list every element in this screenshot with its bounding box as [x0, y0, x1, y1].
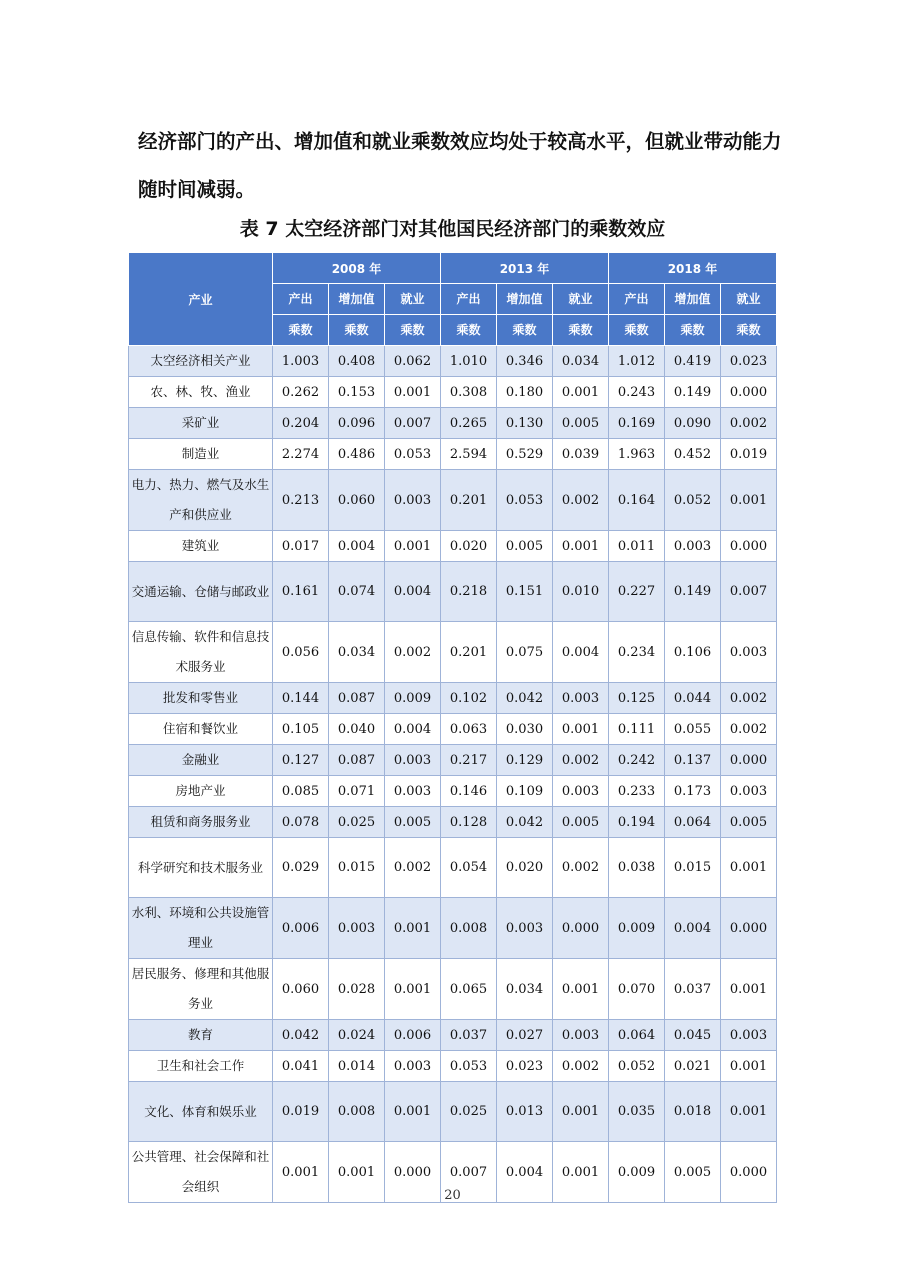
value-cell: 0.001	[721, 959, 777, 1020]
table-row	[129, 714, 777, 745]
value-cell: 0.005	[553, 807, 609, 838]
table-row	[129, 683, 777, 714]
value-cell: 0.002	[553, 1051, 609, 1082]
multiplier-header-line2: 乘数	[553, 315, 609, 346]
multiplier-header-line2: 乘数	[273, 315, 329, 346]
multiplier-header-line2: 乘数	[721, 315, 777, 346]
value-cell: 0.262	[273, 377, 329, 408]
value-cell: 0.055	[665, 714, 721, 745]
industry-name-cell: 制造业	[129, 439, 273, 470]
value-cell: 0.029	[273, 838, 329, 898]
value-cell: 0.001	[553, 714, 609, 745]
industry-name-cell: 租赁和商务服务业	[129, 807, 273, 838]
value-cell: 0.014	[329, 1051, 385, 1082]
value-cell: 0.013	[497, 1082, 553, 1142]
value-cell: 0.024	[329, 1020, 385, 1051]
multiplier-header-line2: 乘数	[665, 315, 721, 346]
value-cell: 0.020	[497, 838, 553, 898]
value-cell: 0.019	[721, 439, 777, 470]
value-cell: 0.074	[329, 562, 385, 622]
value-cell: 0.019	[273, 1082, 329, 1142]
value-cell: 0.023	[497, 1051, 553, 1082]
value-cell: 0.003	[721, 1020, 777, 1051]
value-cell: 0.078	[273, 807, 329, 838]
multiplier-header-line1: 产出	[273, 284, 329, 315]
table-row	[129, 898, 777, 959]
value-cell: 0.003	[385, 745, 441, 776]
year-header: 2008 年	[273, 253, 441, 284]
value-cell: 0.129	[497, 745, 553, 776]
value-cell: 0.002	[721, 408, 777, 439]
table-row	[129, 531, 777, 562]
industry-name-cell: 建筑业	[129, 531, 273, 562]
value-cell: 0.005	[385, 807, 441, 838]
value-cell: 0.045	[665, 1020, 721, 1051]
value-cell: 0.044	[665, 683, 721, 714]
value-cell: 0.005	[553, 408, 609, 439]
value-cell: 0.021	[665, 1051, 721, 1082]
value-cell: 0.000	[721, 531, 777, 562]
value-cell: 0.308	[441, 377, 497, 408]
table-caption: 表 7 太空经济部门对其他国民经济部门的乘数效应	[239, 218, 666, 240]
value-cell: 0.001	[385, 377, 441, 408]
value-cell: 0.001	[553, 959, 609, 1020]
value-cell: 0.001	[273, 1142, 329, 1203]
value-cell: 0.001	[721, 838, 777, 898]
industry-header: 产业	[129, 253, 273, 346]
industry-name-cell: 批发和零售业	[129, 683, 273, 714]
value-cell: 0.227	[609, 562, 665, 622]
value-cell: 0.243	[609, 377, 665, 408]
value-cell: 0.265	[441, 408, 497, 439]
value-cell: 0.180	[497, 377, 553, 408]
value-cell: 0.009	[385, 683, 441, 714]
value-cell: 0.003	[553, 683, 609, 714]
value-cell: 0.015	[329, 838, 385, 898]
table-row	[129, 1020, 777, 1051]
value-cell: 0.053	[497, 470, 553, 531]
value-cell: 0.000	[721, 1142, 777, 1203]
value-cell: 0.005	[497, 531, 553, 562]
value-cell: 0.408	[329, 346, 385, 377]
value-cell: 0.039	[553, 439, 609, 470]
industry-name-cell: 农、林、牧、渔业	[129, 377, 273, 408]
table-row	[129, 838, 777, 898]
industry-name-cell: 交通运输、仓储与邮政业	[129, 562, 273, 622]
value-cell: 0.007	[441, 1142, 497, 1203]
multiplier-header-line1: 增加值	[329, 284, 385, 315]
industry-name-cell: 金融业	[129, 745, 273, 776]
page-number: 20	[444, 1188, 461, 1203]
value-cell: 0.096	[329, 408, 385, 439]
value-cell: 0.000	[553, 898, 609, 959]
multiplier-header-line2: 乘数	[441, 315, 497, 346]
value-cell: 0.034	[497, 959, 553, 1020]
value-cell: 0.028	[329, 959, 385, 1020]
value-cell: 0.004	[385, 714, 441, 745]
value-cell: 0.218	[441, 562, 497, 622]
value-cell: 0.025	[329, 807, 385, 838]
value-cell: 0.194	[609, 807, 665, 838]
value-cell: 0.001	[553, 1082, 609, 1142]
value-cell: 0.529	[497, 439, 553, 470]
value-cell: 1.003	[273, 346, 329, 377]
value-cell: 0.038	[609, 838, 665, 898]
multiplier-header-line1: 产出	[609, 284, 665, 315]
industry-name-cell: 居民服务、修理和其他服务业	[129, 959, 273, 1020]
value-cell: 0.003	[385, 470, 441, 531]
value-cell: 0.128	[441, 807, 497, 838]
value-cell: 0.008	[441, 898, 497, 959]
value-cell: 0.151	[497, 562, 553, 622]
table-row	[129, 745, 777, 776]
multiplier-header-line2: 乘数	[385, 315, 441, 346]
value-cell: 0.217	[441, 745, 497, 776]
value-cell: 0.003	[385, 776, 441, 807]
multiplier-header-line1: 就业	[385, 284, 441, 315]
value-cell: 0.025	[441, 1082, 497, 1142]
value-cell: 0.054	[441, 838, 497, 898]
value-cell: 0.003	[721, 776, 777, 807]
value-cell: 0.004	[553, 622, 609, 683]
value-cell: 0.000	[721, 377, 777, 408]
value-cell: 0.023	[721, 346, 777, 377]
value-cell: 0.060	[329, 470, 385, 531]
value-cell: 0.053	[385, 439, 441, 470]
value-cell: 0.008	[329, 1082, 385, 1142]
multiplier-header-line2: 乘数	[329, 315, 385, 346]
value-cell: 0.000	[721, 745, 777, 776]
value-cell: 2.274	[273, 439, 329, 470]
industry-name-cell: 电力、热力、燃气及水生产和供应业	[129, 470, 273, 531]
value-cell: 0.125	[609, 683, 665, 714]
value-cell: 0.002	[721, 683, 777, 714]
body-paragraph: 经济部门的产出、增加值和就业乘数效应均处于较高水平，但就业带动能力随时间减弱。	[138, 130, 782, 201]
value-cell: 0.052	[665, 470, 721, 531]
value-cell: 0.003	[553, 1020, 609, 1051]
value-cell: 0.007	[385, 408, 441, 439]
year-header: 2013 年	[441, 253, 609, 284]
value-cell: 0.030	[497, 714, 553, 745]
value-cell: 1.010	[441, 346, 497, 377]
table-row	[129, 346, 777, 377]
table-row	[129, 1082, 777, 1142]
value-cell: 0.035	[609, 1082, 665, 1142]
value-cell: 0.011	[609, 531, 665, 562]
year-header: 2018 年	[609, 253, 777, 284]
industry-name-cell: 信息传输、软件和信息技术服务业	[129, 622, 273, 683]
multiplier-header-line1: 增加值	[665, 284, 721, 315]
value-cell: 0.001	[329, 1142, 385, 1203]
value-cell: 0.161	[273, 562, 329, 622]
value-cell: 0.004	[497, 1142, 553, 1203]
value-cell: 0.062	[385, 346, 441, 377]
value-cell: 0.017	[273, 531, 329, 562]
value-cell: 0.034	[553, 346, 609, 377]
value-cell: 0.001	[385, 959, 441, 1020]
value-cell: 0.001	[721, 1082, 777, 1142]
value-cell: 0.070	[609, 959, 665, 1020]
industry-name-cell: 卫生和社会工作	[129, 1051, 273, 1082]
value-cell: 0.346	[497, 346, 553, 377]
multiplier-header-line1: 增加值	[497, 284, 553, 315]
value-cell: 0.003	[385, 1051, 441, 1082]
value-cell: 0.004	[665, 898, 721, 959]
value-cell: 0.063	[441, 714, 497, 745]
table-row	[129, 959, 777, 1020]
value-cell: 0.201	[441, 470, 497, 531]
value-cell: 0.137	[665, 745, 721, 776]
value-cell: 0.164	[609, 470, 665, 531]
value-cell: 0.169	[609, 408, 665, 439]
industry-name-cell: 公共管理、社会保障和社会组织	[129, 1142, 273, 1203]
industry-name-cell: 房地产业	[129, 776, 273, 807]
value-cell: 0.111	[609, 714, 665, 745]
table-row	[129, 1051, 777, 1082]
table-row	[129, 439, 777, 470]
value-cell: 0.071	[329, 776, 385, 807]
industry-name-cell: 水利、环境和公共设施管理业	[129, 898, 273, 959]
value-cell: 0.003	[497, 898, 553, 959]
value-cell: 0.027	[497, 1020, 553, 1051]
value-cell: 0.213	[273, 470, 329, 531]
value-cell: 0.234	[609, 622, 665, 683]
value-cell: 0.149	[665, 562, 721, 622]
multiplier-header-line2: 乘数	[497, 315, 553, 346]
industry-name-cell: 文化、体育和娱乐业	[129, 1082, 273, 1142]
value-cell: 0.002	[385, 838, 441, 898]
value-cell: 0.002	[721, 714, 777, 745]
value-cell: 0.001	[553, 531, 609, 562]
value-cell: 0.002	[553, 470, 609, 531]
value-cell: 0.153	[329, 377, 385, 408]
value-cell: 1.012	[609, 346, 665, 377]
value-cell: 0.001	[721, 1051, 777, 1082]
table-row	[129, 470, 777, 531]
value-cell: 1.963	[609, 439, 665, 470]
value-cell: 0.056	[273, 622, 329, 683]
value-cell: 0.486	[329, 439, 385, 470]
value-cell: 0.002	[553, 838, 609, 898]
value-cell: 0.419	[665, 346, 721, 377]
value-cell: 0.149	[665, 377, 721, 408]
value-cell: 0.173	[665, 776, 721, 807]
value-cell: 0.034	[329, 622, 385, 683]
value-cell: 0.109	[497, 776, 553, 807]
value-cell: 0.003	[665, 531, 721, 562]
value-cell: 0.015	[665, 838, 721, 898]
table-header	[129, 253, 777, 346]
value-cell: 0.204	[273, 408, 329, 439]
value-cell: 0.130	[497, 408, 553, 439]
value-cell: 0.009	[609, 1142, 665, 1203]
table-body	[129, 346, 777, 1203]
value-cell: 0.087	[329, 683, 385, 714]
value-cell: 0.085	[273, 776, 329, 807]
value-cell: 0.060	[273, 959, 329, 1020]
value-cell: 0.106	[665, 622, 721, 683]
value-cell: 0.003	[553, 776, 609, 807]
value-cell: 0.042	[497, 683, 553, 714]
industry-name-cell: 教育	[129, 1020, 273, 1051]
industry-name-cell: 太空经济相关产业	[129, 346, 273, 377]
value-cell: 0.146	[441, 776, 497, 807]
industry-name-cell: 住宿和餐饮业	[129, 714, 273, 745]
table-row	[129, 622, 777, 683]
value-cell: 0.452	[665, 439, 721, 470]
value-cell: 0.005	[665, 1142, 721, 1203]
value-cell: 0.233	[609, 776, 665, 807]
value-cell: 0.242	[609, 745, 665, 776]
multiplier-header-line2: 乘数	[609, 315, 665, 346]
value-cell: 0.005	[721, 807, 777, 838]
value-cell: 0.127	[273, 745, 329, 776]
value-cell: 0.040	[329, 714, 385, 745]
value-cell: 0.006	[273, 898, 329, 959]
value-cell: 0.018	[665, 1082, 721, 1142]
value-cell: 0.041	[273, 1051, 329, 1082]
value-cell: 0.064	[665, 807, 721, 838]
value-cell: 0.001	[553, 377, 609, 408]
value-cell: 0.090	[665, 408, 721, 439]
multiplier-table	[128, 252, 777, 1203]
value-cell: 0.201	[441, 622, 497, 683]
value-cell: 0.144	[273, 683, 329, 714]
value-cell: 0.037	[441, 1020, 497, 1051]
table-row	[129, 377, 777, 408]
value-cell: 0.105	[273, 714, 329, 745]
value-cell: 0.004	[385, 562, 441, 622]
value-cell: 0.087	[329, 745, 385, 776]
value-cell: 0.010	[553, 562, 609, 622]
value-cell: 0.064	[609, 1020, 665, 1051]
value-cell: 0.002	[385, 622, 441, 683]
value-cell: 0.053	[441, 1051, 497, 1082]
industry-name-cell: 科学研究和技术服务业	[129, 838, 273, 898]
value-cell: 0.001	[553, 1142, 609, 1203]
value-cell: 0.020	[441, 531, 497, 562]
multiplier-header-line1: 产出	[441, 284, 497, 315]
value-cell: 0.065	[441, 959, 497, 1020]
value-cell: 0.007	[721, 562, 777, 622]
value-cell: 0.003	[329, 898, 385, 959]
value-cell: 0.075	[497, 622, 553, 683]
multiplier-header-line1: 就业	[721, 284, 777, 315]
value-cell: 0.003	[721, 622, 777, 683]
value-cell: 0.002	[553, 745, 609, 776]
value-cell: 0.042	[273, 1020, 329, 1051]
value-cell: 0.052	[609, 1051, 665, 1082]
value-cell: 0.004	[329, 531, 385, 562]
table-row	[129, 408, 777, 439]
multiplier-header-line1: 就业	[553, 284, 609, 315]
industry-name-cell: 采矿业	[129, 408, 273, 439]
value-cell: 0.037	[665, 959, 721, 1020]
table-row	[129, 562, 777, 622]
value-cell: 0.001	[385, 1082, 441, 1142]
value-cell: 0.000	[721, 898, 777, 959]
value-cell: 0.001	[385, 531, 441, 562]
value-cell: 0.042	[497, 807, 553, 838]
value-cell: 0.000	[385, 1142, 441, 1203]
table-row	[129, 807, 777, 838]
value-cell: 0.102	[441, 683, 497, 714]
value-cell: 0.009	[609, 898, 665, 959]
table-row	[129, 776, 777, 807]
value-cell: 2.594	[441, 439, 497, 470]
value-cell: 0.006	[385, 1020, 441, 1051]
value-cell: 0.001	[721, 470, 777, 531]
value-cell: 0.001	[385, 898, 441, 959]
